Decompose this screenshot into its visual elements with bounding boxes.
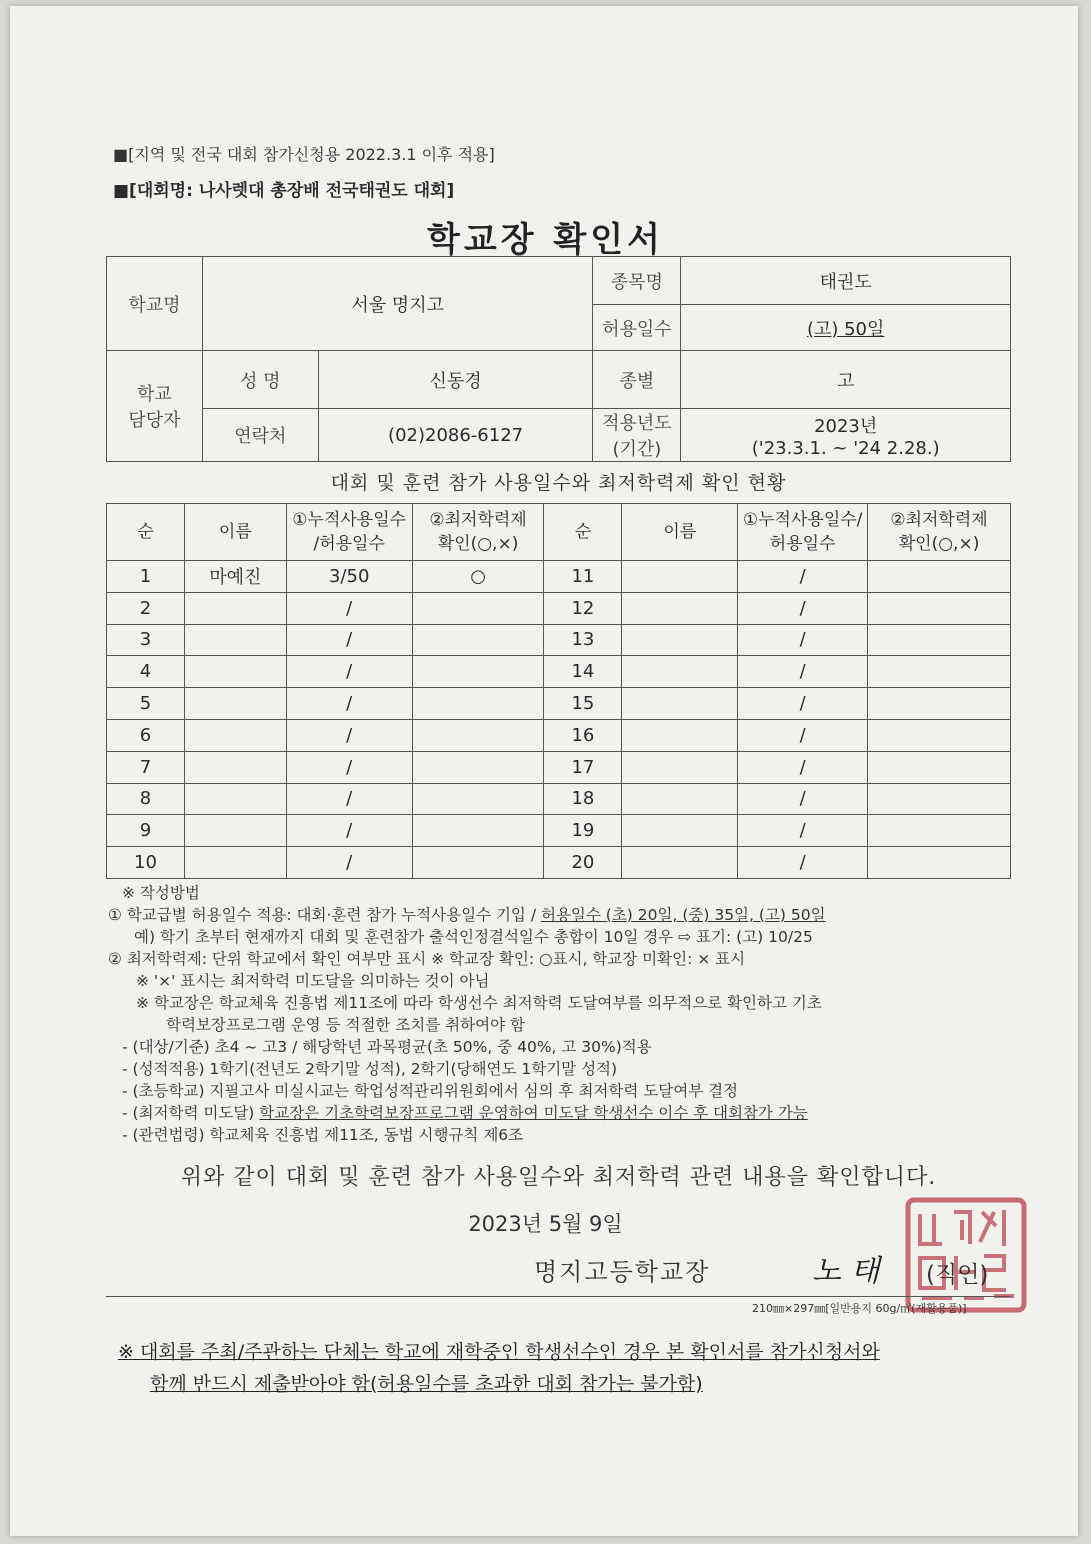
- row-check: [412, 656, 544, 688]
- row-name-right: [622, 656, 738, 688]
- row-days: 3/50: [286, 561, 412, 593]
- row-days: /: [286, 592, 412, 624]
- contact-person-label-1: 학교: [137, 384, 172, 405]
- col-days-1: ①누적사용일수: [292, 510, 407, 530]
- row-check: [412, 847, 544, 879]
- row-check: [412, 751, 544, 783]
- school-value: 서울 명지고: [202, 257, 593, 351]
- table-row: [107, 592, 1011, 624]
- info-table: [106, 256, 1011, 462]
- principal-title: 명지고등학교장: [534, 1258, 711, 1286]
- instructions: [108, 882, 1018, 1146]
- col-days-right: [738, 504, 868, 561]
- row-name: [184, 624, 286, 656]
- row-no-right: 13: [544, 624, 622, 656]
- row-name: [184, 847, 286, 879]
- row-no-right: 20: [544, 847, 622, 879]
- row-name-right: [622, 783, 738, 815]
- row-name: [184, 656, 286, 688]
- issue-date: 2023년 5월 9일: [468, 1212, 623, 1236]
- row-name: [184, 688, 286, 720]
- row-check-right: [868, 688, 1011, 720]
- table-row: [107, 656, 1011, 688]
- row-days: /: [286, 624, 412, 656]
- type-value: 고: [681, 351, 1011, 409]
- row-days: /: [286, 783, 412, 815]
- detail-5: - (관련법령) 학교체육 진흥법 제11조, 동법 시행규칙 제6조: [122, 1126, 524, 1144]
- row-no: 2: [107, 592, 185, 624]
- table-row: [107, 624, 1011, 656]
- row-days-right: /: [738, 688, 868, 720]
- notes-heading: ※ 작성방법: [122, 884, 200, 902]
- row-no-right: 15: [544, 688, 622, 720]
- row-no: 7: [107, 751, 185, 783]
- detail-3: - (초등학교) 지필고사 미실시교는 학업성적관리위원회에서 심의 후 최저학력 도달여부 결정: [122, 1082, 739, 1100]
- row-no: 6: [107, 719, 185, 751]
- note-4b: 학력보장프로그램 운영 등 적절한 조치를 취하여야 함: [166, 1016, 525, 1034]
- table-row: [107, 815, 1011, 847]
- row-name-right: [622, 751, 738, 783]
- row-check: [412, 783, 544, 815]
- row-days: /: [286, 751, 412, 783]
- note-1a: [108, 904, 1018, 926]
- col-check-right-1: ②최저학력제: [890, 510, 988, 530]
- year-label-1: 적용년도: [602, 413, 672, 434]
- footer-line-2: 함께 반드시 제출받아야 함(허용일수를 초과한 대회 참가는 불가함): [150, 1373, 703, 1395]
- participation-table: [106, 503, 1011, 879]
- row-no: 1: [107, 561, 185, 593]
- row-no-right: 17: [544, 751, 622, 783]
- detail-4: [108, 1102, 1018, 1124]
- row-days-right: /: [738, 592, 868, 624]
- name-value: 신동경: [318, 351, 593, 409]
- row-check-right: [868, 592, 1011, 624]
- row-check-right: [868, 783, 1011, 815]
- row-days-right: /: [738, 815, 868, 847]
- col-name-right: 이름: [622, 504, 738, 561]
- row-name-right: [622, 624, 738, 656]
- row-no: 9: [107, 815, 185, 847]
- col-days-2: /허용일수: [313, 534, 385, 554]
- detail-2: - (성적적용) 1학기(전년도 2학기말 성적), 2학기(당해연도 1학기말 성적): [122, 1060, 618, 1078]
- row-days: /: [286, 688, 412, 720]
- row-check-right: [868, 847, 1011, 879]
- note-1b: 예) 학기 초부터 현재까지 대회 및 훈련참가 출석인정결석일수 총합이 10일 경우 ⇨ 표기: (고) 10/25: [134, 928, 813, 946]
- row-name-right: [622, 847, 738, 879]
- row-check-right: [868, 815, 1011, 847]
- detail-1: - (대상/기준) 초4 ~ 고3 / 해당학년 과목평균(초 50%, 중 40%, 고 30%)적용: [122, 1038, 652, 1056]
- year-value: [681, 409, 1011, 462]
- table-row: [107, 561, 1011, 593]
- col-no-right: 순: [544, 504, 622, 561]
- col-days-right-2: 허용일수: [769, 534, 836, 554]
- row-check: [412, 688, 544, 720]
- row-check-right: [868, 656, 1011, 688]
- row-name: [184, 592, 286, 624]
- row-name-right: [622, 719, 738, 751]
- row-days-right: /: [738, 719, 868, 751]
- seal-label: (직인): [926, 1262, 989, 1288]
- row-days-right: /: [738, 847, 868, 879]
- event-value: 태권도: [681, 257, 1011, 305]
- row-check-right: [868, 719, 1011, 751]
- col-check-right: [868, 504, 1011, 561]
- year-value-2: ('23.3.1. ~ '24 2.28.): [751, 437, 940, 459]
- phone-label: 연락처: [202, 409, 318, 462]
- year-label: [593, 409, 681, 462]
- row-check: [412, 624, 544, 656]
- row-days-right: /: [738, 624, 868, 656]
- row-no: 4: [107, 656, 185, 688]
- row-no-right: 18: [544, 783, 622, 815]
- competition-name: ■[대회명: 나사렛대 총장배 전국태권도 대회]: [113, 181, 455, 201]
- school-label: 학교명: [107, 257, 203, 351]
- row-name-right: [622, 561, 738, 593]
- row-name: [184, 783, 286, 815]
- footer-line-2-wrap: [118, 1368, 998, 1400]
- name-label: 성 명: [202, 351, 318, 409]
- row-no: 8: [107, 783, 185, 815]
- divider: [106, 1296, 1011, 1297]
- allowed-days-value: (고) 50일: [806, 318, 885, 340]
- table-row: [107, 847, 1011, 879]
- document-title: 학교장 확인서: [427, 220, 664, 260]
- col-check: [412, 504, 544, 561]
- row-check: ○: [412, 561, 544, 593]
- row-check-right: [868, 751, 1011, 783]
- note-4a: ※ 학교장은 학교체육 진흥법 제11조에 따라 학생선수 최저학력 도달여부를 의무적으로 확인하고 기초: [136, 994, 822, 1012]
- contact-person-label-2: 담당자: [128, 410, 181, 431]
- row-no-right: 14: [544, 656, 622, 688]
- row-no: 10: [107, 847, 185, 879]
- year-value-1: 2023년: [814, 415, 878, 437]
- paper-spec: 210㎜×297㎜[일반용지 60g/㎡(재활용품)]: [752, 1302, 967, 1315]
- row-days: /: [286, 719, 412, 751]
- note-3: ※ '×' 표시는 최저학력 미도달을 의미하는 것이 아님: [136, 972, 490, 990]
- row-check-right: [868, 561, 1011, 593]
- table-row: [107, 751, 1011, 783]
- row-no: 3: [107, 624, 185, 656]
- row-no: 5: [107, 688, 185, 720]
- col-name: 이름: [184, 504, 286, 561]
- event-label: 종목명: [593, 257, 681, 305]
- detail-4-text: - (최저학력 미도달): [122, 1104, 260, 1122]
- col-days: [286, 504, 412, 561]
- contact-person-label: [107, 351, 203, 462]
- principal-signature: 노 태: [812, 1254, 880, 1289]
- col-no: 순: [107, 504, 185, 561]
- row-name: [184, 815, 286, 847]
- row-check: [412, 592, 544, 624]
- confirmation-statement: 위와 같이 대회 및 훈련 참가 사용일수와 최저학력 관련 내용을 확인합니다.: [180, 1165, 937, 1190]
- allowed-days-label: 허용일수: [593, 305, 681, 351]
- row-name-right: [622, 688, 738, 720]
- year-label-2: (기간): [612, 439, 662, 460]
- col-check-right-2: 확인(○,×): [898, 534, 980, 554]
- type-label: 종별: [593, 351, 681, 409]
- col-check-2: 확인(○,×): [437, 534, 519, 554]
- footer-line-1: ※ 대회를 주최/주관하는 단체는 학교에 재학중인 학생선수인 경우 본 확인서를 참가신청서와: [118, 1341, 880, 1363]
- row-name-right: [622, 815, 738, 847]
- row-no-right: 12: [544, 592, 622, 624]
- note-1a-underlined: 허용일수 (초) 20일, (중) 35일, (고) 50일: [540, 906, 826, 924]
- detail-4-underlined: 학교장은 기초학력보장프로그램 운영하여 미도달 학생선수 이수 후 대회참가 가능: [259, 1104, 808, 1122]
- row-no-right: 16: [544, 719, 622, 751]
- table-row: [107, 719, 1011, 751]
- row-days-right: /: [738, 783, 868, 815]
- phone-value: (02)2086-6127: [318, 409, 593, 462]
- row-name: [184, 719, 286, 751]
- note-1a-text: ① 학교급별 허용일수 적용: 대회·훈련 참가 누적사용일수 기입 /: [108, 906, 541, 924]
- col-days-right-1: ①누적사용일수/: [742, 510, 863, 530]
- section-title: 대회 및 훈련 참가 사용일수와 최저학력제 확인 현황: [330, 472, 787, 494]
- row-days-right: /: [738, 561, 868, 593]
- note-2: ② 최저학력제: 단위 학교에서 확인 여부만 표시 ※ 학교장 확인: ○표시, 학교장 미확인: × 표시: [108, 950, 746, 968]
- table-row: [107, 688, 1011, 720]
- row-days: /: [286, 847, 412, 879]
- row-name: [184, 751, 286, 783]
- row-days: /: [286, 815, 412, 847]
- col-check-1: ②최저학력제: [429, 510, 527, 530]
- row-check: [412, 815, 544, 847]
- row-days-right: /: [738, 751, 868, 783]
- row-name: 마예진: [184, 561, 286, 593]
- row-days-right: /: [738, 656, 868, 688]
- table-row: [107, 783, 1011, 815]
- footer-notice: [118, 1336, 998, 1400]
- row-check-right: [868, 624, 1011, 656]
- row-no-right: 11: [544, 561, 622, 593]
- row-no-right: 19: [544, 815, 622, 847]
- form-usage-note: ■[지역 및 전국 대회 참가신청용 2022.3.1 이후 적용]: [113, 145, 495, 164]
- row-check: [412, 719, 544, 751]
- row-name-right: [622, 592, 738, 624]
- row-days: /: [286, 656, 412, 688]
